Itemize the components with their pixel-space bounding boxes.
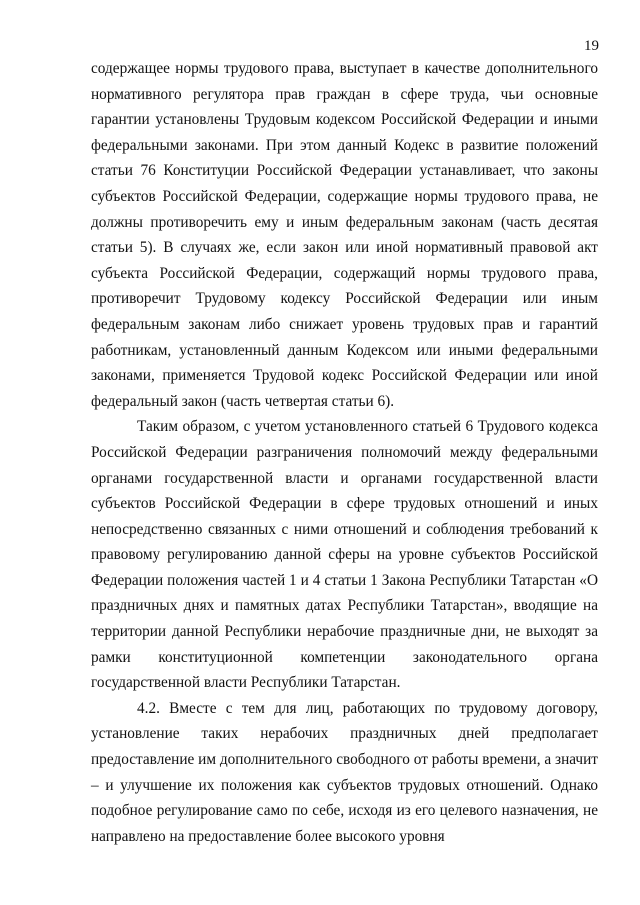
paragraph-section-4-2: 4.2. Вместе с тем для лиц, работающих по трудовому договору, установление таких нерабочих праздничных дней предполагает предоставление им дополнительного свободного от работы времени, а значит – и улучшение их положения как субъектов трудовых отношений. Однако подобное регулирование само по себе, исходя из его целевого назначения, не направлено на предоставление более высокого уровня	[91, 699, 598, 845]
paragraph-continuation: содержащее нормы трудового права, выступает в качестве дополнительного нормативного регулятора прав граждан в сфере труда, чьи основные гарантии установлены Трудовым кодексом Российской Федерации и иными федеральными законами. При этом данный Кодекс в развитие положений статьи 76 Конституции Российской Федерации устанавливает, что законы субъектов Российской Федерации, содержащие нормы трудового права, не должны противоречить ему и иным федеральным законам (часть десятая статьи 5). В случаях же, если закон или иной нормативный правовой акт субъекта Российской Федерации, содержащий нормы трудового права, противоречит Трудовому кодексу Российской Федерации или иным федеральным законам либо снижает уровень трудовых прав и гарантий работникам, установленный данным Кодексом или иными федеральными законами, применяется Трудовой кодекс Российской Федерации или иной федеральный закон (часть четвертая статьи 6).	[91, 60, 598, 410]
document-body	[91, 56, 598, 849]
paragraph-conclusion: Таким образом, с учетом установленного статьей 6 Трудового кодекса Российской Федерации разграничения полномочий между федеральными органами государственной власти и органами государственной власти субъектов Российской Федерации в сфере трудовых отношений и иных непосредственно связанных с ними отношений и соблюдения требований к правовому регулированию данной сферы на уровне субъектов Российской Федерации положения частей 1 и 4 статьи 1 Закона Республики Татарстан «О праздничных днях и памятных датах Республики Татарстан», вводящие на территории данной Республики нерабочие праздничные дни, не выходят за рамки конституционной компетенции законодательного органа государственной власти Республики Татарстан.	[91, 418, 598, 692]
page-number: 19	[584, 38, 599, 54]
